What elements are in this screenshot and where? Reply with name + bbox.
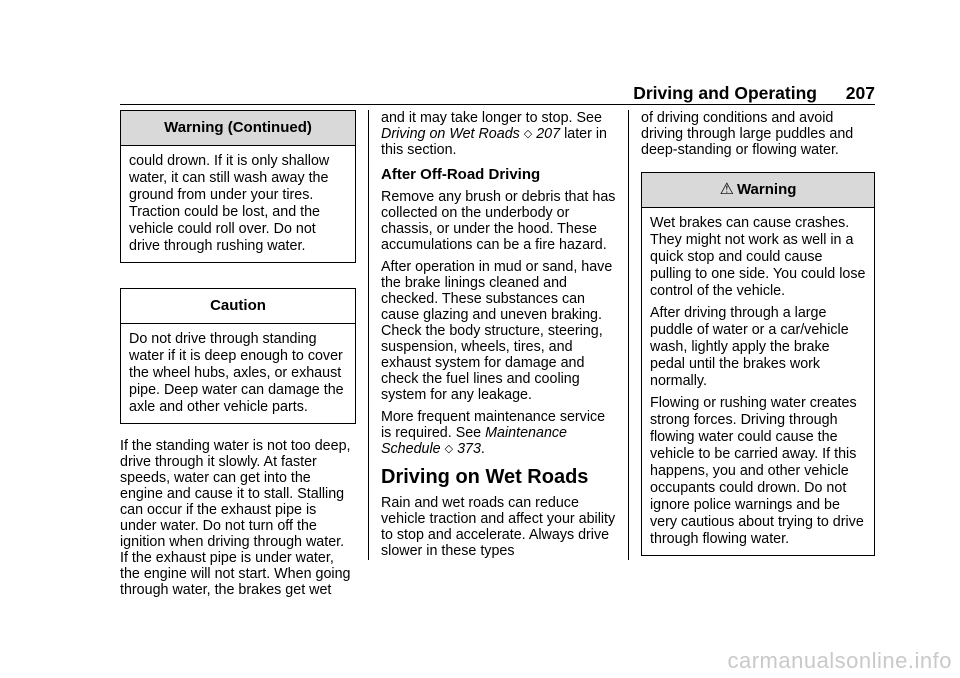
- watermark: carmanualsonline.info: [727, 648, 952, 673]
- column-1: [120, 110, 356, 604]
- caution-box: [120, 288, 356, 424]
- warning-para-1: Wet brakes can cause crashes. They might not work as well in a quick stop and could cause pulling to one side. You could lose control of the vehicle.: [650, 215, 866, 299]
- after-off-road-heading: After Off-Road Driving: [381, 166, 541, 183]
- off-road-para-2: After operation in mud or sand, have the brake linings cleaned and checked. These substances can cause glazing and uneven braking. Check the body structure, steering, suspension, wheels, tires, and exhaust system for damage and check the fuel lines and cooling system for any leakage.: [381, 259, 613, 403]
- continued-paragraph-3: of driving conditions and avoid driving through large puddles and deep-standing or flowing water.: [641, 110, 854, 158]
- warning-continued-box: [120, 110, 356, 263]
- standing-water-paragraph: If the standing water is not too deep, drive through it slowly. At faster speeds, water can get into the engine and cause it to stall. Stalling can occur if the exhaust pipe is under water. Do not turn off the ignition when driving through water. If the exhaust pipe is under water, the engine will not start. When going through water, the brakes get wet: [120, 438, 351, 598]
- ref-arrow-icon: ◇: [444, 443, 454, 455]
- ref-link-maintenance-schedule[interactable]: Maintenance Schedule: [381, 425, 567, 457]
- warning-box-header: [642, 173, 874, 208]
- column-2: [381, 110, 616, 565]
- caution-box-title: Caution: [121, 289, 355, 324]
- ref-page-373[interactable]: 373: [457, 441, 481, 457]
- column-divider: [628, 110, 629, 560]
- wet-roads-paragraph: Rain and wet roads can reduce vehicle traction and affect your ability to stop and accelerate. Always drive slower in these types: [381, 495, 616, 559]
- warning-box-text: could drown. If it is only shallow water, it can still wash away the ground from under your tires. Traction could be lost, and the vehicle could roll over. Do not drive through rushing water.: [129, 153, 330, 254]
- off-road-para-1: Remove any brush or debris that has collected on the underbody or chassis, or under the hood. These accumulations can be a fire hazard.: [381, 189, 616, 253]
- column-divider: [368, 110, 369, 560]
- warning-para-2: After driving through a large puddle of water or a car/vehicle wash, lightly apply the brake pedal until the brakes work normally.: [650, 305, 849, 389]
- continued-paragraph: and it may take longer to stop. See Driving on Wet Roads ◇ 207 later in this section.: [381, 110, 607, 158]
- warning-box-title: Warning: [736, 181, 797, 198]
- section-title: Driving and Operating: [633, 83, 817, 103]
- ref-arrow-icon: ◇: [523, 128, 533, 140]
- ref-page-207[interactable]: 207: [536, 126, 561, 142]
- warning-para-3: Flowing or rushing water creates strong forces. Driving through flowing water could cause the vehicle to be carried away. If this happens, you and other vehicle occupants could drown. Do not ignore police warnings and be very cautious about trying to drive through flowing water.: [650, 395, 864, 547]
- column-3: [641, 110, 875, 556]
- warning-box-title: Warning (Continued): [121, 111, 355, 146]
- ref-link-driving-wet-roads[interactable]: Driving on Wet Roads: [381, 126, 520, 142]
- page-header: [120, 83, 875, 105]
- page-number: 207: [845, 83, 875, 103]
- wet-brakes-warning-box: [641, 172, 875, 556]
- caution-box-text: Do not drive through standing water if it is deep enough to cover the wheel hubs, axles, or exhaust pipe. Deep water can damage the axle and other vehicle parts.: [129, 331, 344, 415]
- driving-wet-roads-heading: Driving on Wet Roads: [381, 466, 589, 488]
- maintenance-paragraph: More frequent maintenance service is required. See Maintenance Schedule ◇ 373.: [381, 409, 606, 457]
- warning-icon: ⚠: [719, 181, 734, 198]
